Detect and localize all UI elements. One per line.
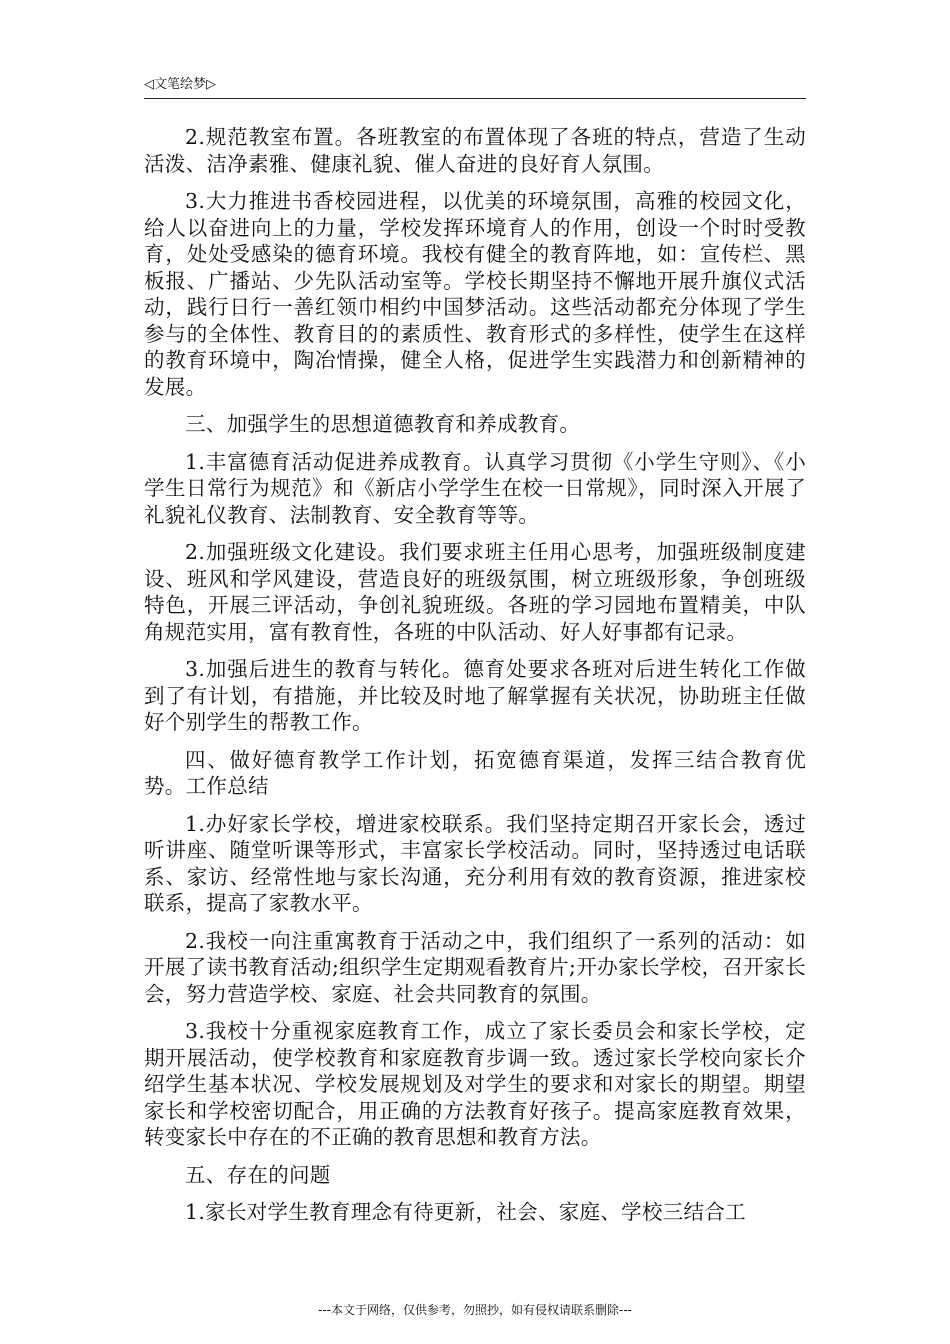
header-title: ◁文笔绘梦▷ <box>144 77 216 92</box>
section-heading: 三、加强学生的思想道德教育和养成教育。 <box>185 412 581 436</box>
paragraph: 3.加强后进生的教育与转化。德育处要求各班对后进生转化工作做到了有计划，有措施，并比较及时地了解掌握有关状况，协助班主任做好个别学生的帮教工作。 <box>144 657 806 734</box>
paragraph: 3.我校十分重视家庭教育工作，成立了家长委员会和家长学校，定期开展活动，使学校教育和家庭教育步调一致。透过家长学校向家长介绍学生基本状况、学校发展规划及对学生的要求和对家长的期望。期望家长和学校密切配合，用正确的方法教育好孩子。提高家庭教育效果，转变家长中存在的不正确的教育思想和教育方法。 <box>144 1019 806 1149</box>
paragraph: 2.加强班级文化建设。我们要求班主任用心思考，加强班级制度建设、班风和学风建设，营造良好的班级氛围，树立班级形象，争创班级特色，开展三评活动，争创礼貌班级。各班的学习园地布置精美，中队角规范实用，富有教育性，各班的中队活动、好人好事都有记录。 <box>144 540 806 644</box>
page-footer: ---本文于网络，仅供参考，勿照抄，如有侵权请联系删除--- <box>318 1303 632 1317</box>
paragraph: 1.家长对学生教育理念有待更新，社会、家庭、学校三结合工 <box>185 1200 746 1224</box>
paragraph: 2.规范教室布置。各班教室的布置体现了各班的特点，营造了生动活泼、洁净素雅、健康礼貌、催人奋进的良好育人氛围。 <box>144 125 806 176</box>
paragraph: 1.办好家长学校，增进家校联系。我们坚持定期召开家长会，透过听讲座、随堂听课等形式，丰富家长学校活动。同时，坚持透过电话联系、家访、经常性地与家长沟通，充分利用有效的教育资源，推进家校联系，提高了家教水平。 <box>144 811 806 915</box>
page-header <box>144 76 806 99</box>
paragraph: 2.我校一向注重寓教育于活动之中，我们组织了一系列的活动：如开展了读书教育活动;组织学生定期观看教育片;开办家长学校，召开家长会，努力营造学校、家庭、社会共同教育的氛围。 <box>144 928 806 1006</box>
paragraph: 1.丰富德育活动促进养成教育。认真学习贯彻《小学生守则》、《小学生日常行为规范》和《新店小学学生在校一日常规》，同时深入开展了礼貌礼仪教育、法制教育、安全教育等等。 <box>144 449 806 527</box>
paragraph: 3.大力推进书香校园进程，以优美的环境氛围，高雅的校园文化，给人以奋进向上的力量，学校发挥环境育人的作用，创设一个时时受教育，处处受感染的德育环境。我校有健全的教育阵地，如：宣传栏、黑板报、广播站、少先队活动室等。学校长期坚持不懈地开展升旗仪式活动，践行日行一善红领巾相约中国梦活动。这些活动都充分体现了学生参与的全体性、教育目的的素质性、教育形式的多样性，使学生在这样的教育环境中，陶冶情操，健全人格，促进学生实践潜力和创新精神的发展。 <box>144 189 806 399</box>
document-body <box>144 124 806 1237</box>
section-heading: 四、做好德育教学工作计划，拓宽德育渠道，发挥三结合教育优势。工作总结 <box>144 747 806 798</box>
section-heading: 五、存在的问题 <box>185 1162 331 1187</box>
